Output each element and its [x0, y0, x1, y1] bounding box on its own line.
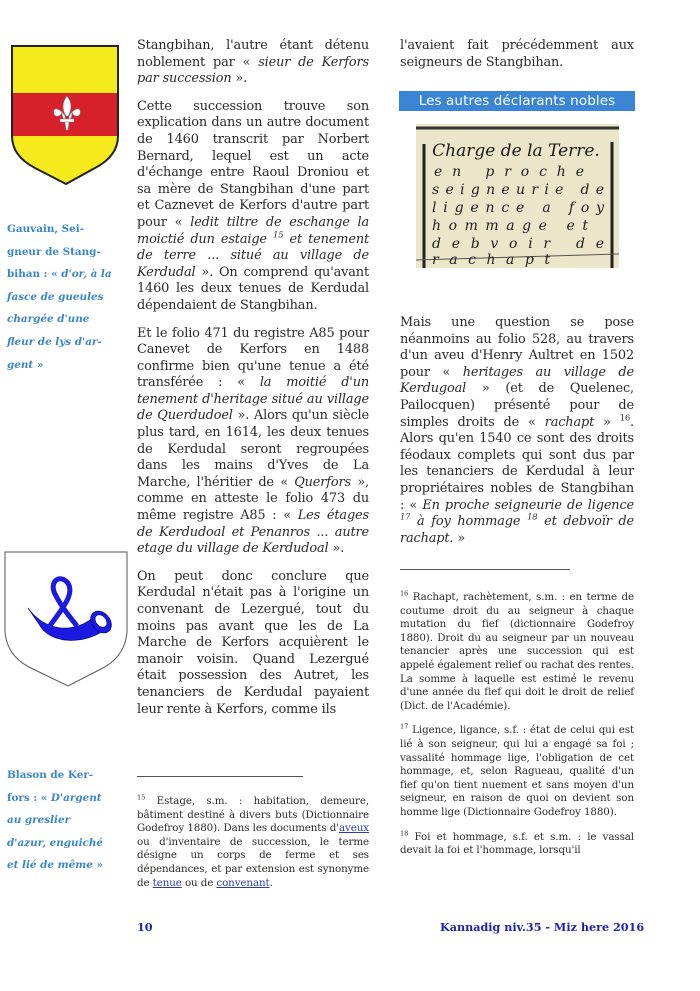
text: Rachapt, rachètement, s.m. : en terme de coutume droit du au seigneur à chaque mutation du fief (dictionnaire Godefroy 1880). Droit du au seigneur par un nouveau tenancier après une succession qui est appelé également relief ou rachat des rentes. La somme à laquelle est estimé le revenu d'une année du fief qui doit le droit de relief (Dict. de l'Académie). — [400, 591, 634, 712]
caption-blazon: fleur de lys d'ar- — [7, 335, 102, 348]
coat-of-arms-kerfors — [3, 550, 129, 690]
column-1 — [137, 38, 369, 729]
caption-blazon: et lié de même — [7, 859, 93, 872]
text: ». Alors qu'un siècle plus tard, en 1614, les deux tenues de Kerdudal seront regroupées dans les mains d'Yves de La Marche, l'héritier de « — [137, 408, 369, 490]
footnote-number: 17 — [400, 722, 409, 731]
link-convenant[interactable]: convenant — [216, 876, 270, 889]
text: . Alors qu'en 1540 ce sont des droits féodaux complets qui sont dus par les tenanciers de Kerdudal à leur propriétaires nobles de Stangbihan : « — [400, 414, 634, 513]
manuscript-line: hommage et — [432, 218, 588, 234]
caption-kerfors — [7, 764, 125, 877]
caption-line — [7, 286, 125, 309]
quote: Querfors — [294, 474, 352, 490]
caption-text: fors : « — [7, 791, 51, 804]
paragraph: l'avaient fait précédemment aux seigneurs de Stangbihan. — [400, 38, 634, 70]
quote: rachapt — [544, 414, 595, 430]
caption-line — [7, 263, 125, 286]
manuscript-line: en proche — [434, 164, 584, 180]
caption-line — [7, 308, 125, 331]
caption-blazon: gent — [7, 358, 34, 371]
quote: ledit tiltre de eschange la moictié dun estaige — [137, 214, 369, 247]
text: ou de — [181, 876, 217, 889]
publication-footer: Kannadig niv.35 - Miz here 2016 — [440, 920, 645, 934]
text: ». On comprend qu'avant 1460 les deux tenues de Kerdudal dépendaient de Stangbihan. — [137, 264, 369, 313]
text: Ligence, ligance, s.f. : état de celui qui est lié à son seigneur, qui lui a engagé sa foi ; vassalité hommage lige, l'obligation de cet hommage, et, selon Ragueau, qualité d'un fief qu'on tient nuement et sans moyen d'un seigneur, en raison de quoi on devient son homme lige (Dictionnaire Godefroy 1880). — [400, 724, 634, 818]
caption-line — [7, 331, 125, 354]
caption-blazon: d'or, à la — [61, 268, 112, 281]
footnote-16 — [400, 591, 634, 713]
footnote-number: 16 — [400, 589, 409, 598]
quote: la moitié d'un tenement d'heritage situé au village de Querdudoel — [137, 375, 369, 424]
footnote-ref[interactable]: 18 — [527, 511, 538, 522]
footnote-number: 18 — [400, 829, 409, 838]
quote: et debvoïr de rachapt. — [400, 514, 635, 546]
page-number: 10 — [137, 920, 153, 934]
manuscript-line: ligence a foy — [432, 200, 604, 216]
text: Et le folio 471 du registre A85 pour Canevet de Kerfors en 1488 confirme bien qu'une tenue a été transférée : « — [137, 325, 369, 391]
text: », comme en atteste le folio 473 du même registre A85 : « — [137, 474, 369, 524]
manuscript-title: Charge de la Terre. — [432, 141, 600, 161]
link-tenue[interactable]: tenue — [152, 876, 182, 889]
caption-stangbihan — [7, 218, 125, 376]
coat-of-arms-stangbihan — [10, 44, 120, 188]
paragraph — [137, 38, 369, 88]
section-heading-banner: Les autres déclarants nobles — [399, 91, 635, 111]
footnote-17 — [400, 724, 634, 819]
link-aveux[interactable]: aveux — [339, 822, 369, 835]
paragraph — [137, 326, 369, 558]
caption-text: » — [92, 859, 103, 872]
caption-line — [7, 854, 125, 877]
manuscript-excerpt — [416, 124, 619, 268]
text: Cette succession trouve son explication dans un autre document de 1460 transcrit par Norbert Bernard, lequel est un acte d'échange entre Raoul Droniou et sa mère de Stangbihan d'une part et Caznevet de Kerfors d'autre part pour « — [137, 98, 369, 230]
caption-blazon: fasce de gueules — [7, 290, 104, 303]
footnote-number: 15 — [137, 793, 146, 802]
paragraph — [400, 315, 634, 547]
manuscript-image — [416, 124, 619, 268]
text: Mais une question se pose néanmoins au folio 528, au travers d'un aveu d'Henry Aultret en 1502 pour « — [400, 315, 634, 380]
manuscript-line: rachapt — [432, 252, 550, 268]
quote: à foy hommage — [410, 514, 528, 530]
caption-line — [7, 787, 125, 810]
text: » — [594, 414, 620, 430]
text: ». — [328, 541, 345, 557]
manuscript-line: debvoir de — [432, 236, 604, 252]
text: Estage, s.m. : habitation, demeure, bâtiment destiné à divers buts (Dictionnaire Godefroy 1880). Dans les documents d' — [137, 795, 369, 835]
footnote-18 — [400, 831, 634, 858]
caption-line: Blason de Ker- — [7, 769, 94, 781]
caption-line: gneur de Stang- — [7, 245, 101, 258]
caption-line — [7, 354, 125, 377]
caption-line — [7, 832, 125, 855]
paragraph — [137, 99, 369, 315]
caption-line — [7, 809, 125, 832]
caption-text: » — [33, 358, 44, 371]
footnote-separator — [137, 776, 303, 777]
caption-blazon: chargée d'une — [7, 313, 90, 326]
footnote-ref[interactable]: 16 — [619, 412, 631, 423]
footnote-separator — [400, 569, 570, 570]
quote: sieur de Kerfors par succession — [137, 54, 370, 87]
text: Stangbihan, l'autre étant détenu noblement par « — [137, 38, 369, 70]
column-2-body — [400, 315, 634, 558]
quote: En proche seigneurie de ligence — [422, 497, 635, 513]
text: » — [453, 530, 466, 546]
footnote-ref[interactable]: 17 — [400, 511, 411, 522]
manuscript-line: seigneurie de — [432, 182, 604, 198]
footnote-ref[interactable]: 15 — [273, 229, 284, 240]
footnotes-right — [400, 591, 634, 869]
caption-line: Gauvain, Sei- — [7, 223, 85, 235]
footnote-15 — [137, 795, 369, 901]
quote: Les étages de Kerdudoal et Penanros ... autre etage du village de Kerdudoal — [137, 508, 369, 557]
shield-fleur-de-lys-icon — [10, 44, 120, 188]
text: Foi et hommage, s.f. et s.m. : le vassal devait la foi et l'hommage, lorsqu'il — [400, 830, 634, 857]
quote: heritages au village de Kerdugoal — [400, 364, 634, 397]
text: . — [269, 876, 273, 889]
caption-blazon: D'argent — [50, 791, 102, 804]
shield-hunting-horn-icon — [3, 550, 129, 690]
caption-blazon: au greslier — [7, 814, 71, 827]
footnote — [137, 795, 369, 890]
text: ou d'inventaire de succession, le terme désigne un corps de ferme et ses dépendances, et par extension est synonyme de — [137, 835, 369, 889]
column-2-intro — [400, 38, 634, 82]
text: ». — [231, 71, 248, 87]
paragraph: On peut donc conclure que Kerdudal n'était pas à l'origine un convenant de Lezergué, tout du moins pas avant que les de La Marche de Kerfors acquièrent le manoir voisin. Quand Lezergué était possession des Autret, les tenanciers de Kerdudal payaient leur rente à Kerfors, comme ils — [137, 568, 369, 717]
text: » (et de Quelenec, Pailocquen) présenté pour de simples droits de « — [400, 381, 634, 430]
quote: et tenement de terre ... situé au village de Kerdudal — [137, 231, 369, 280]
caption-blazon: d'azur, enguiché — [7, 836, 104, 849]
caption-text: bihan : « — [7, 268, 62, 281]
